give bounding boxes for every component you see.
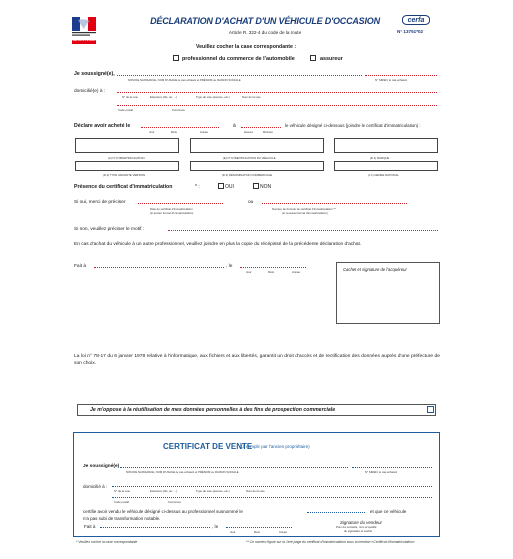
cert-le-label: , le [212,524,219,529]
denomination-caption: (D.3) DÉNOMINATION COMMERCIALE [222,173,273,177]
type-version-field[interactable] [75,161,179,171]
cert-fait-input[interactable] [100,527,210,528]
declare-month-caption: Mois [171,130,177,134]
denomination-field[interactable] [190,161,324,171]
domicile-address-input[interactable] [117,92,437,93]
declare-day-caption: Jour [149,130,155,134]
cert-address-input[interactable] [112,486,432,487]
opt-out-text: Je m'oppose à la réutilisation de mes données personnelles à des fins de prospection commerciale [90,407,336,413]
certificat-title: CERTIFICAT DE VENTE [163,442,253,451]
cert-fait-label: Fait à [84,524,96,529]
postal-caption: Code postal [118,108,133,112]
fait-year-caption: Année [292,270,301,274]
signature-title: Signature du vendeur [340,520,382,525]
fait-a-label: Fait à [74,264,86,269]
formule-number-input[interactable] [262,203,407,204]
fait-a-input[interactable] [94,267,224,268]
cert-certifie-2: et que ce véhicule [370,509,407,514]
cert-postal-caption: Code postal [114,500,129,504]
cert-name-input[interactable] [120,467,348,468]
presence-label: Présence du certificat d'immatriculation [74,184,173,190]
soussigne-name-caption: NOM DE NAISSANCE, NOM D'USAGE le cas échéant et PRÉNOM ou RAISON SOCIALE [128,78,241,82]
marque-field[interactable] [334,138,438,153]
fait-date-input[interactable] [240,267,306,268]
autre-pro-text: En cas d'achat du véhicule à un autre professionnel, veuillez joindre en plus la copie du récépissé de la précédente déclaration d'achat. [74,242,362,247]
professionnel-checkbox[interactable] [173,55,179,61]
non-label: NON [260,184,272,190]
soussigne-label: Je soussigné(e), [74,71,115,77]
cert-caption-1: N° de la voie [114,489,130,493]
hour-caption: Heures [244,130,254,134]
certificat-subtitle: (à remplir par l'ancien propriétaire) [241,444,310,449]
oui-label: OUI [225,184,234,190]
fait-day-caption: Jour [246,270,252,274]
logo-caption: MINISTÈRE DE L'INTÉRIEUR [72,39,96,42]
cachet-signature-box[interactable] [336,262,440,324]
cert-year-caption: Année [279,530,288,534]
soussigne-name-input[interactable] [117,75,362,76]
declare-a: à [233,123,236,129]
certificat-date-caption-2: (si ancien format d'immatriculation) [150,211,194,215]
declare-year-caption: Année [200,130,209,134]
formule-caption-1: Numéro de formule du certificat d'immatriculation ** [272,207,336,211]
genre-caption: (J.1) GENRE NATIONAL [368,173,399,177]
genre-field[interactable] [334,161,438,171]
cert-month-caption: Mois [254,530,260,534]
fait-month-caption: Mois [268,270,274,274]
cert-certifie-text: certifie avoir vendu le véhicule désigné ci-dessus au professionnel susnommé le [83,509,243,514]
immatriculation-field[interactable] [75,138,179,153]
marque-caption: (D.1) MARQUE [370,156,390,160]
cert-soussigne-label: Je soussigné(e) [83,464,120,469]
loi-text: La loi n° 78-17 du 6 janvier 1978 relative à l'informatique, aux fichiers et aux libertés, garantit un droit d'accès et de rectification des données auprès d'une préfecture de son choix. [74,354,440,366]
fait-le-label: , le [226,264,233,269]
cachet-label: Cachet et signature de l'acquéreur [343,267,407,272]
soussigne-siren-caption: N° SIREN, le cas échéant [375,78,408,82]
cert-caption-4: Nom de la voie [246,489,265,493]
form-subtitle: Article R. 322-4 du code de la route [228,30,302,35]
cert-domicile-label: domicilié à : [83,484,108,489]
cert-certifie-3: n'a pas subi de transformation notable. [83,516,161,521]
cert-siren-input[interactable] [352,467,432,468]
assureur-label: assureur [320,56,343,62]
opt-out-checkbox[interactable] [427,406,434,413]
assureur-checkbox[interactable] [310,55,316,61]
immatriculation-caption: (A) N° D'IMMATRICULATION [108,156,145,160]
type-version-caption: (D.2) TYPE VARIANTE VERSION [103,173,146,177]
check-instruction: Veuillez cocher la case correspondante : [196,44,297,50]
opt-out-row [77,404,436,416]
declare-time-input[interactable] [241,127,281,128]
declare-text: le véhicule désigné ci-dessous (joindre le certificat d'immatriculation) : [285,123,421,128]
form-title: DÉCLARATION D'ACHAT D'UN VÉHICULE D'OCCASION [150,16,380,26]
declare-label: Déclare avoir acheté le [74,123,131,129]
cerfa-number: N° 13751*02 [397,29,424,34]
footer-right: ** Ce numéro figure sur la 1ère page du certificat d'immatriculation sous la mention «Certificat d'immatriculation» [246,540,415,544]
cert-caption-3: Type de voie (avenue, etc.) [196,489,230,493]
soussigne-siren-input[interactable] [365,75,437,76]
cert-commune-caption: Commune [168,500,181,504]
domicile-caption-4: Nom de la voie [242,95,261,99]
cert-postal-input[interactable] [112,497,432,498]
si-oui-label: Si oui, merci de préciser [74,200,126,205]
signature-sub-1: Pour les sociétés, nom et qualité [336,525,377,529]
cert-siren-caption: N° SIREN, le cas échéant [365,470,398,474]
declare-date-input[interactable] [141,127,219,128]
commune-caption: Commune [172,108,185,112]
identification-caption: (E) N° D'IDENTIFICATION DU VÉHICULE [223,156,276,160]
footer-left: * Veuillez cocher la case correspondante [76,540,138,544]
signature-sub-2: du signataire et cachet [344,529,373,533]
presence-asterisk: * : [195,184,200,190]
formule-caption-2: (si nouveau format d'immatriculation) [282,211,328,215]
cerfa-logo: cerfa [402,15,430,25]
cert-date-input[interactable] [226,527,292,528]
cert-caption-2: Extension (bis, ter, ...) [150,489,178,493]
motif-input[interactable] [168,230,438,231]
identification-field[interactable] [190,138,324,153]
certificat-date-input[interactable] [138,203,223,204]
certificat-date-caption-1: Date du certificat d'immatriculation [150,207,193,211]
cert-day-caption: Jour [230,530,236,534]
oui-checkbox[interactable] [218,183,224,189]
si-oui-ou: ou [248,200,254,205]
domicile-caption-3: Type de voie (avenue, etc.) [196,95,230,99]
cert-sale-date-input[interactable] [307,512,365,513]
domicile-caption-1: N° de la voie [122,95,138,99]
non-checkbox[interactable] [253,183,259,189]
domicile-caption-2: Extension (bis, ter, ...) [150,95,178,99]
domicile-postal-input[interactable] [117,105,437,106]
minute-caption: Minutes [263,130,273,134]
marianne-logo [68,15,100,47]
domicile-label: domicilié(e) à : [74,89,106,94]
professionnel-label: professionnel du commerce de l'automobile [182,56,295,62]
cert-name-caption: NOM DE NAISSANCE, NOM D'USAGE le cas échéant et PRÉNOM ou RAISON SOCIALE [126,470,239,474]
si-non-label: Si non, veuillez préciser le motif : [74,227,145,232]
